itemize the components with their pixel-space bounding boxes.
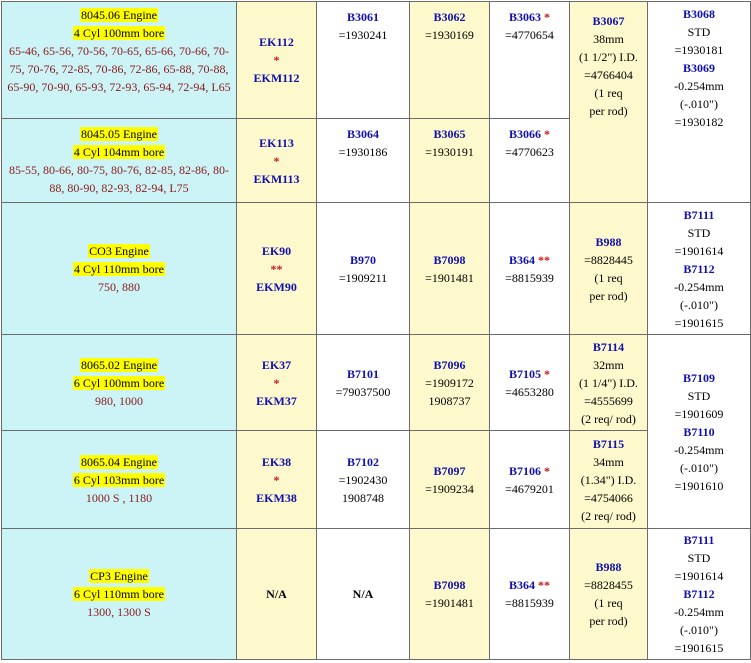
size-label: STD	[687, 225, 711, 240]
part-cell	[410, 2, 490, 119]
part-reference: =1901615	[674, 641, 724, 655]
engine-description: 6 Cyl 103mm bore	[73, 472, 165, 487]
table-row	[2, 203, 751, 335]
engine-description: 6 Cyl 100mm bore	[73, 375, 165, 390]
part-number: B7105	[508, 366, 541, 381]
part-reference: =1901615	[674, 315, 724, 330]
part-reference: =8828445	[584, 252, 633, 267]
part-cell	[490, 335, 570, 431]
part-reference: =8815939	[505, 596, 554, 610]
part-reference: 1908748	[342, 490, 384, 505]
part-reference: =1930186	[338, 145, 388, 159]
kit-cell	[237, 529, 317, 660]
part-number: B3061	[346, 10, 379, 24]
kit-number: EK113	[259, 135, 294, 150]
engine-name: 8045.06 Engine	[81, 8, 157, 22]
part-number: B3063	[508, 10, 541, 24]
part-reference: =1909234	[425, 481, 474, 496]
part-mark: *	[544, 463, 550, 478]
part-number: B988	[595, 234, 622, 249]
part-number: B7098	[433, 252, 466, 267]
table-row	[2, 335, 751, 431]
part-cell	[317, 203, 410, 335]
part-detail: 34mm	[593, 454, 624, 469]
kit-cell	[237, 2, 317, 119]
part-number: B364	[508, 578, 535, 592]
engine-parts-table	[1, 1, 751, 660]
not-available-label: N/A	[266, 587, 287, 601]
part-reference: =1901610	[674, 478, 724, 493]
kit-metric-number: EKM113	[253, 171, 300, 186]
part-cell	[410, 529, 490, 660]
part-reference: =1930181	[674, 43, 724, 57]
part-number: B7106	[508, 463, 541, 478]
part-detail: (1 req	[594, 270, 623, 285]
size-label: STD	[687, 551, 711, 565]
part-reference: =1930169	[425, 28, 474, 42]
part-reference: =8828455	[584, 578, 633, 592]
part-reference: =4770654	[505, 28, 554, 42]
part-detail: per rod)	[589, 104, 628, 118]
part-number: B7114	[592, 339, 625, 354]
part-reference: =1901609	[674, 406, 724, 421]
kit-mark: *	[273, 53, 280, 67]
part-cell	[490, 203, 570, 335]
part-cell	[317, 431, 410, 529]
part-cell	[570, 431, 648, 529]
part-number: B3062	[433, 10, 466, 24]
part-number: B7112	[683, 261, 715, 276]
part-number: B7098	[433, 578, 466, 592]
part-mark: *	[544, 10, 550, 24]
part-number: B3068	[682, 7, 715, 21]
part-detail: (2 req/ rod)	[581, 411, 636, 426]
kit-cell	[237, 203, 317, 335]
part-number: B7115	[592, 436, 625, 451]
size-label: STD	[687, 388, 711, 403]
part-number: B3067	[592, 14, 625, 28]
part-reference: =1930191	[425, 145, 474, 159]
engine-models: 1000 S , 1180	[85, 490, 153, 505]
part-reference: =4555699	[584, 393, 633, 408]
kit-number: EK112	[259, 35, 294, 49]
kit-mark: **	[270, 261, 283, 276]
part-cell	[570, 529, 648, 660]
engine-name: CP3 Engine	[90, 569, 148, 583]
part-number: B7111	[683, 207, 715, 222]
part-detail: (1 req	[594, 86, 623, 100]
part-detail: (1.34") I.D.	[580, 472, 637, 487]
part-detail: (1 1/4") I.D.	[579, 375, 638, 390]
part-reference: =1930241	[338, 28, 388, 42]
part-number: B7096	[433, 357, 466, 372]
engine-description: 4 Cyl 110mm bore	[74, 261, 164, 276]
part-reference: =4653280	[505, 384, 554, 399]
part-reference: =1901481	[425, 270, 474, 285]
not-available-label: N/A	[352, 587, 374, 601]
part-number: B7097	[433, 463, 466, 478]
part-cell	[570, 203, 648, 335]
part-reference: =4754066	[584, 490, 633, 505]
part-number: B7111	[683, 533, 715, 547]
part-reference: =79037500	[335, 384, 391, 399]
engine-models: 980, 1000	[95, 393, 143, 408]
size-label: -0.254mm	[674, 279, 724, 294]
bearing-cell	[648, 203, 751, 335]
part-cell	[570, 2, 648, 203]
part-cell	[317, 2, 410, 119]
part-reference: =1930182	[674, 115, 724, 129]
part-mark: *	[544, 127, 550, 141]
engine-models: 750, 880	[98, 279, 140, 294]
part-cell	[317, 335, 410, 431]
part-reference: =1901614	[674, 243, 724, 258]
engine-description: 4 Cyl 100mm bore	[73, 26, 165, 40]
part-detail: 38mm	[593, 32, 624, 46]
table-row	[2, 431, 751, 529]
part-reference: =1902430	[338, 472, 388, 487]
bearing-cell	[648, 335, 751, 529]
size-label: -0.254mm	[674, 79, 724, 93]
part-number: B7101	[346, 366, 379, 381]
size-label: STD	[687, 25, 711, 39]
part-number: B970	[349, 252, 376, 267]
part-cell	[490, 119, 570, 203]
part-reference: =4766404	[584, 68, 633, 82]
bearing-cell	[648, 2, 751, 203]
part-detail: per rod)	[589, 614, 628, 628]
size-label: (-.010")	[680, 623, 718, 637]
part-reference: =1901481	[425, 596, 474, 610]
engine-cell	[2, 335, 237, 431]
kit-cell	[237, 119, 317, 203]
engine-cell	[2, 431, 237, 529]
part-mark: *	[544, 366, 550, 381]
engine-description: 6 Cyl 110mm bore	[74, 587, 164, 601]
size-label: -0.254mm	[674, 605, 724, 619]
part-cell	[410, 203, 490, 335]
part-cell	[490, 431, 570, 529]
part-number: B988	[595, 560, 622, 574]
part-detail: 32mm	[593, 357, 624, 372]
part-cell	[490, 2, 570, 119]
part-detail: per rod)	[589, 288, 628, 303]
part-cell	[490, 529, 570, 660]
kit-metric-number: EKM37	[256, 393, 297, 408]
size-label: -0.254mm	[674, 442, 724, 457]
engine-name: 8045.05 Engine	[81, 126, 157, 141]
kit-number: EK90	[261, 243, 292, 258]
part-mark: **	[538, 578, 550, 592]
kit-mark: *	[273, 472, 280, 487]
kit-mark: *	[273, 375, 280, 390]
bearing-cell	[648, 529, 751, 660]
part-cell	[410, 335, 490, 431]
engine-cell	[2, 529, 237, 660]
part-number: B3069	[682, 61, 715, 75]
kit-metric-number: EKM90	[256, 279, 297, 294]
part-number: B3064	[346, 127, 379, 141]
part-detail: (1 1/2") I.D.	[579, 50, 638, 64]
kit-metric-number: EKM38	[256, 490, 297, 505]
part-number: B7109	[682, 370, 715, 385]
kit-metric-number: EKM112	[253, 71, 300, 85]
part-reference: =1909211	[338, 270, 388, 285]
part-cell	[317, 119, 410, 203]
size-label: (-.010")	[680, 297, 718, 312]
part-reference: =1901614	[674, 569, 724, 583]
engine-description: 4 Cyl 104mm bore	[73, 144, 165, 159]
engine-cell	[2, 119, 237, 203]
part-cell	[410, 119, 490, 203]
part-reference: 1908737	[428, 393, 471, 408]
part-number: B364	[508, 252, 535, 267]
part-reference: =1909172	[425, 375, 474, 390]
part-number: B7110	[683, 424, 715, 439]
kit-cell	[237, 431, 317, 529]
engine-name: 8065.04 Engine	[81, 454, 157, 469]
size-label: (-.010")	[680, 97, 718, 111]
engine-cell	[2, 203, 237, 335]
part-mark: **	[538, 252, 550, 267]
part-reference: =8815939	[505, 270, 554, 285]
engine-models: 65-46, 65-56, 70-56, 70-65, 65-66, 70-66, 70-75, 70-76, 72-85, 70-86, 72-86, 65-88, 70-88, 65-90, 70-90, 65-93, 72-93, 65-94, 72-94, L65	[7, 44, 231, 94]
table-row	[2, 529, 751, 660]
engine-models: 85-55, 80-66, 80-75, 80-76, 82-85, 82-86, 80-88, 80-90, 82-93, 82-94, L75	[9, 162, 229, 195]
engine-name: 8065.02 Engine	[81, 357, 157, 372]
part-cell	[410, 431, 490, 529]
kit-number: EK37	[261, 357, 292, 372]
part-reference: =4770623	[505, 145, 554, 159]
engine-cell	[2, 2, 237, 119]
part-number: B7112	[683, 587, 715, 601]
engine-name: CO3 Engine	[89, 243, 149, 258]
part-number: B7102	[346, 454, 379, 469]
part-cell	[317, 529, 410, 660]
size-label: (-.010")	[680, 460, 718, 475]
kit-mark: *	[273, 153, 280, 168]
part-cell	[570, 335, 648, 431]
part-detail: (2 req/ rod)	[581, 508, 636, 523]
part-detail: (1 req	[594, 596, 623, 610]
engine-models: 1300, 1300 S	[87, 605, 151, 619]
kit-number: EK38	[261, 454, 292, 469]
table-row	[2, 2, 751, 119]
part-number: B3065	[433, 127, 466, 141]
part-number: B3066	[508, 127, 541, 141]
kit-cell	[237, 335, 317, 431]
part-reference: =4679201	[505, 481, 554, 496]
